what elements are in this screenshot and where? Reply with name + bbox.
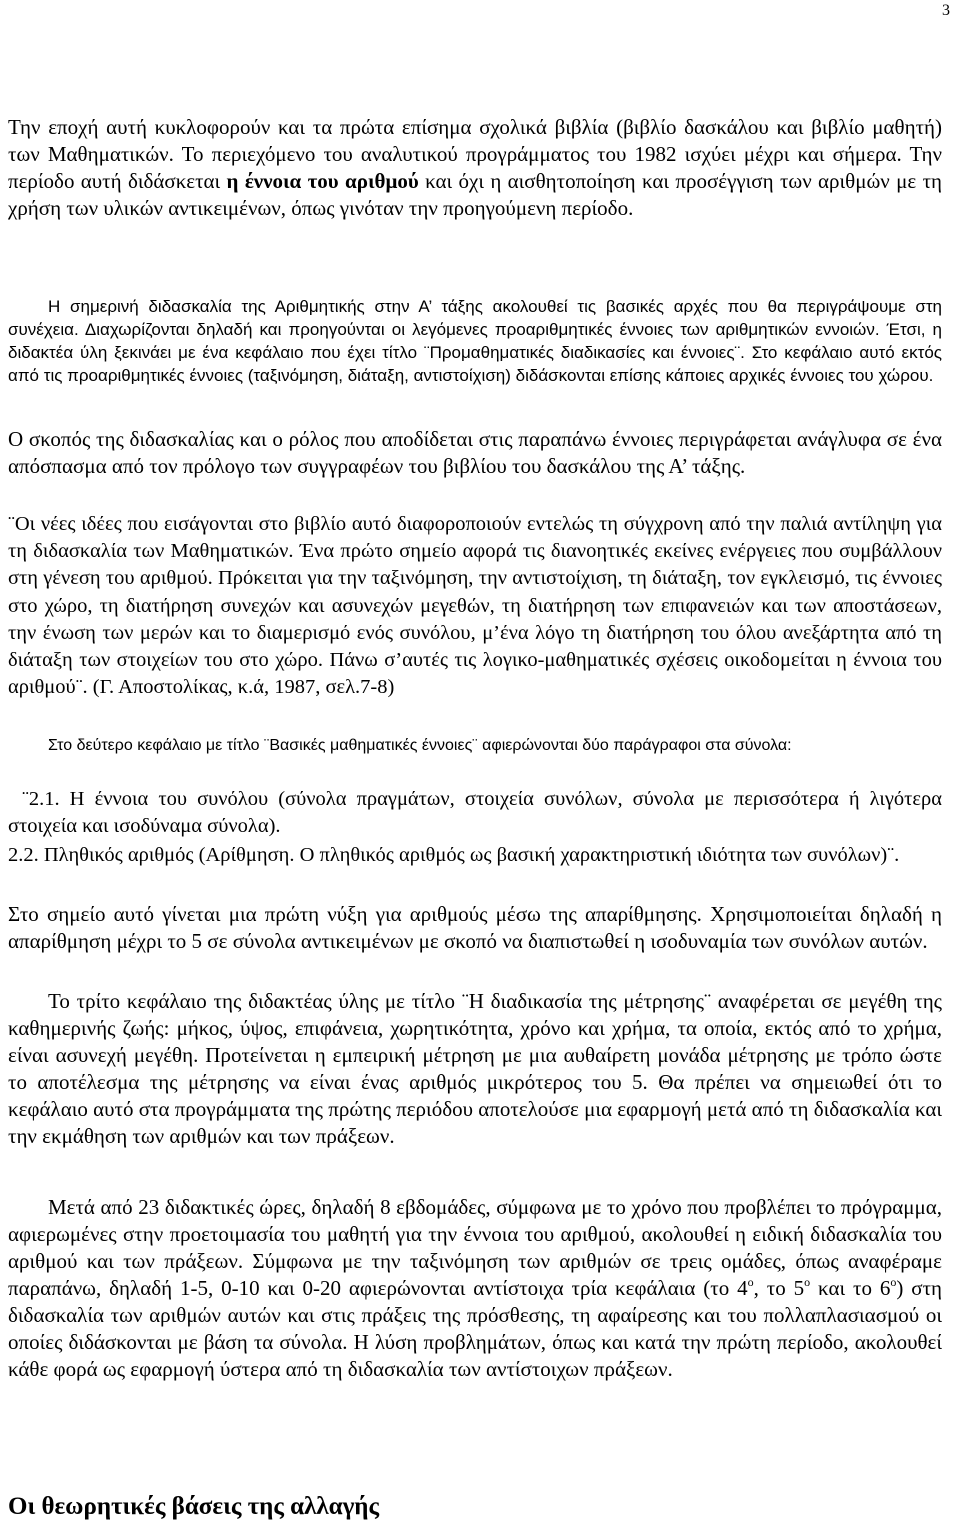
emphasis-number-concept: η έννοια του αριθμού: [226, 169, 419, 193]
section-heading: Οι θεωρητικές βάσεις της αλλαγής: [8, 1493, 380, 1520]
paragraph-second-chapter: Στο δεύτερο κεφάλαιο με τίτλο ¨Βασικές μαθηματικές έννοιες¨ αφιερώνονται δύο παράγραφοι στα σύνολα:: [48, 737, 792, 754]
list-item-2-2: 2.2. Πληθικός αριθμός (Αρίθμηση. Ο πληθικός αριθμός ως βασική χαρακτηριστική ιδιότητα των συνόλων)¨.: [8, 844, 900, 866]
paragraph-number-teaching-text: , το 5: [753, 1276, 805, 1300]
paragraph-teaching-aim: Ο σκοπός της διδασκαλίας και ο ρόλος που αποδίδεται στις παραπάνω έννοιες περιγράφεται ανάγλυφα σε ένα απόσπασμα από τον πρόλογο των συγγραφέων του βιβλίου του δασκάλου της Α’ τάξης.: [8, 427, 942, 478]
ordinal-superscript: ο: [890, 1275, 897, 1289]
ordinal-superscript: ο: [747, 1275, 754, 1289]
paragraph-number-teaching-text: και το 6: [810, 1276, 891, 1300]
page-number: 3: [942, 2, 950, 19]
paragraph-current-teaching: Η σημερινή διδασκαλία της Αριθμητικής στην Α’ τάξης ακολουθεί τις βασικές αρχές που θα περιγράψουμε στη συνέχεια. Διαχωρίζονται δηλαδή και προηγούνται οι λεγόμενες προαριθμητικές έννοιες των αριθμητικών εννοιών. Έτσι, η διδακτέα ύλη ξεκινάει με ένα κεφάλαιο που έχει τίτλο ¨Προμαθηματικές διαδικασίες και έννοιες¨. Στο κεφάλαιο αυτό εκτός από τις προαριθμητικές έννοιες (ταξινόμηση, διάταξη, αντιστοίχιση) διδάσκονται επίσης κάποιες αρχικές έννοιες του χώρου.: [8, 297, 942, 385]
paragraph-number-teaching-text: Μετά από 23 διδακτικές ώρες, δηλαδή 8 εβδομάδες, σύμφωνα με το χρόνο που προβλέπει το πρόγραμμα, αφιερωμένες στην προετοιμασία του μαθητή για την έννοια του αριθμού, ακολουθεί η ειδική διδασκαλία του αριθμού και των πράξεων. Σύμφωνα με την ταξινόμηση των αριθμών σε τρεις ομάδες, όπως αναφέραμε παραπάνω, δηλαδή 1-5, 0-10 και 0-20 αφιερώνονται αντίστοιχα τρία κεφάλαια (το 4: [8, 1195, 942, 1300]
paragraph-textbooks-text: Την εποχή αυτή κυκλοφορούν και τα πρώτα επίσημα σχολικά βιβλία (βιβλίο δασκάλου και βιβλίο μαθητή) των Μαθηματικών. Το περιεχόμενο του αναλυτικού προγράμματος του 1982 ισχύει μέχρι και σήμερα. Την περίοδο αυτή διδάσκεται: [8, 115, 942, 193]
quote-authors-preface: ¨Οι νέες ιδέες που εισάγονται στο βιβλίο αυτό διαφοροποιούν εντελώς τη σύγχρονη από την παλιά αντίληψη για τη διδασκαλία των Μαθηματικών. Ένα πρώτο σημείο αφορά τις διανοητικές εκείνες ενέργειες που συμβάλλουν στη γένεση του αριθμού. Πρόκειται για την ταξινόμηση, την αντιστοίχιση, τη διάταξη, τον εγκλεισμό, τις έννοιες στο χώρο, τη διατήρηση συνεχών και ασυνεχών μεγεθών, τη διατήρηση των επιφανειών και των αποστάσεων, την ένωση των μερών και το διαμερισμό ενός συνόλου, μ’ένα λόγο τη διατήρηση του όλου ανεξάρτητα από τη διάταξη των στοιχείων του στο χώρο. Πάνω σ’αυτές τις λογικο-μαθηματικές σχέσεις οικοδομείται η έννοια του αριθμού¨. (Γ. Αποστολίκας, κ.ά, 1987, σελ.7-8): [8, 513, 942, 699]
ordinal-superscript: ο: [804, 1275, 811, 1289]
paragraph-enumeration: Στο σημείο αυτό γίνεται μια πρώτη νύξη για αριθμούς μέσω της απαρίθμησης. Χρησιμοποιείται δηλαδή η απαρίθμηση μέχρι το 5 σε σύνολα αντικειμένων με σκοπό να διαπιστωθεί η ισοδυναμία των συνόλων αυτών.: [8, 902, 942, 953]
list-item-2-1: ¨2.1. Η έννοια του συνόλου (σύνολα πραγμάτων, στοιχεία συνόλων, σύνολα με περισσότερα ή λιγότερα στοιχεία και ισοδύναμα σύνολα).: [8, 788, 942, 838]
paragraph-measurement-chapter: Το τρίτο κεφάλαιο της διδακτέας ύλης με τίτλο ¨Η διαδικασία της μέτρησης¨ αναφέρεται σε μεγέθη της καθημερινής ζωής: μήκος, ύψος, επιφάνεια, χωρητικότητα, χρόνο και χρήμα, τα οποία, εκτός από το χρήμα, είναι ασυνεχή μεγέθη. Προτείνεται η εμπειρική μέτρηση με μια αυθαίρετη μονάδα μέτρησης με τρόπο ώστε το αποτέλεσμα της μέτρησης να είναι ένας αριθμός μικρότερος του 5. Θα πρέπει να σημειωθεί ότι το κεφάλαιο αυτό στα προγράμματα της πρώτης περιόδου αποτελούσε μια εφαρμογή μετά από τη διδασκαλία και την εκμάθηση των αριθμών και των πράξεων.: [8, 989, 943, 1148]
paragraph-textbooks: [8, 114, 942, 222]
paragraph-textbooks-text-end: και όχι η αισθητοποίηση και προσέγγιση των αριθμών με τη χρήση των υλικών αντικειμένων, όπως γινόταν την προηγούμενη περίοδο.: [8, 169, 942, 220]
paragraph-number-teaching-text: ) στη διδασκαλία των αριθμών αυτών και στις πράξεις της πρόσθεσης, τη αφαίρεσης και του πολλαπλασιασμού οι οποίες διδάσκονται με βάση τα σύνολα. Η λύση προβλημάτων, όπως και κατά την πρώτη περίοδο, ακολουθεί κάθε φορά ως εφαρμογή ύστερα από τη διδασκαλία των αντίστοιχων πράξεων.: [8, 1276, 942, 1381]
paragraph-number-teaching: [8, 1194, 942, 1383]
